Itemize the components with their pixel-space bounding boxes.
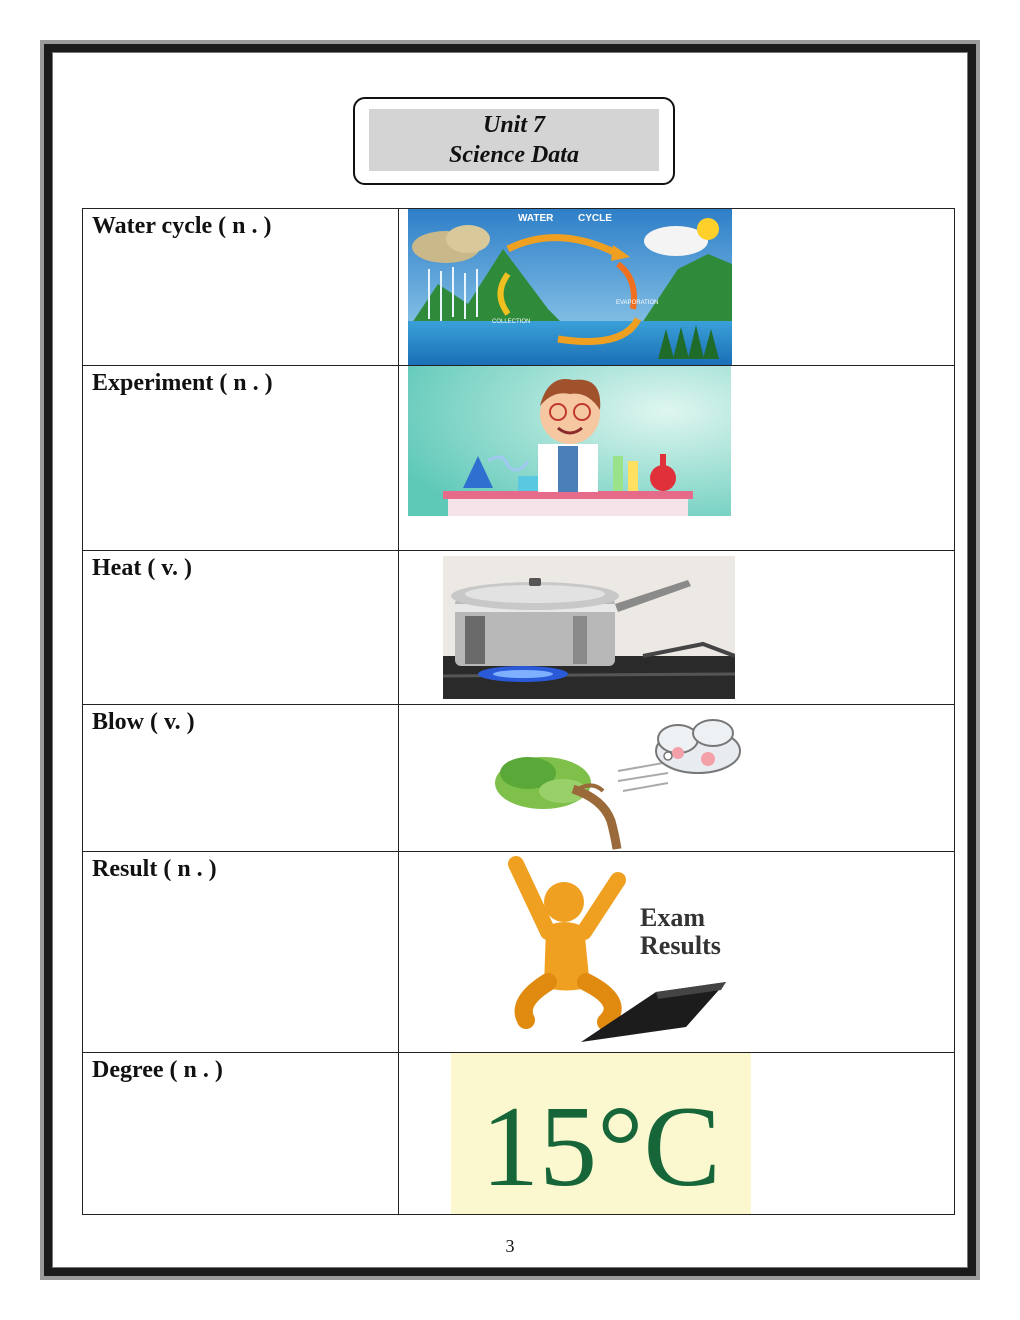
table-row: [83, 366, 955, 551]
vocab-image-cell: [399, 209, 955, 366]
vocab-image-cell: [399, 705, 955, 852]
table-row: [83, 209, 955, 366]
vocab-word: Heat ( v. ): [83, 551, 399, 705]
vocab-image-cell: [399, 1053, 955, 1215]
water-cycle-image: [408, 209, 732, 365]
vocab-image-cell: [399, 366, 955, 551]
vocab-word: Result ( n . ): [83, 852, 399, 1053]
experiment-image: [408, 366, 731, 516]
vocab-image-cell: [399, 852, 955, 1053]
temperature-value: 15°C: [481, 1083, 721, 1211]
evaporation-label: EVAPORATION: [616, 300, 659, 306]
water-cycle-label: CYCLE: [578, 213, 612, 224]
unit-title-box: [353, 97, 675, 185]
table-row: [83, 852, 955, 1053]
exam-label: Exam: [640, 903, 705, 932]
vocab-word: Experiment ( n . ): [83, 366, 399, 551]
page-number: 3: [505, 1236, 515, 1256]
results-label: Results: [640, 931, 721, 960]
vocab-image-cell: [399, 551, 955, 705]
degree-image: [451, 1053, 751, 1214]
unit-title-panel: [369, 109, 659, 171]
unit-number: Unit 7: [482, 112, 545, 138]
table-row: [83, 1053, 955, 1215]
vocabulary-table: [82, 208, 955, 1215]
table-row: [83, 705, 955, 852]
table-row: [83, 551, 955, 705]
vocab-word: Blow ( v. ): [83, 705, 399, 852]
blow-image: [483, 711, 745, 851]
unit-title: Science Data: [449, 142, 579, 168]
vocab-word: Degree ( n . ): [83, 1053, 399, 1215]
vocab-word: Water cycle ( n . ): [83, 209, 399, 366]
result-image: [486, 852, 752, 1052]
heat-image: [443, 556, 735, 699]
water-cycle-label: WATER: [518, 213, 554, 224]
collection-label: COLLECTION: [492, 319, 531, 325]
